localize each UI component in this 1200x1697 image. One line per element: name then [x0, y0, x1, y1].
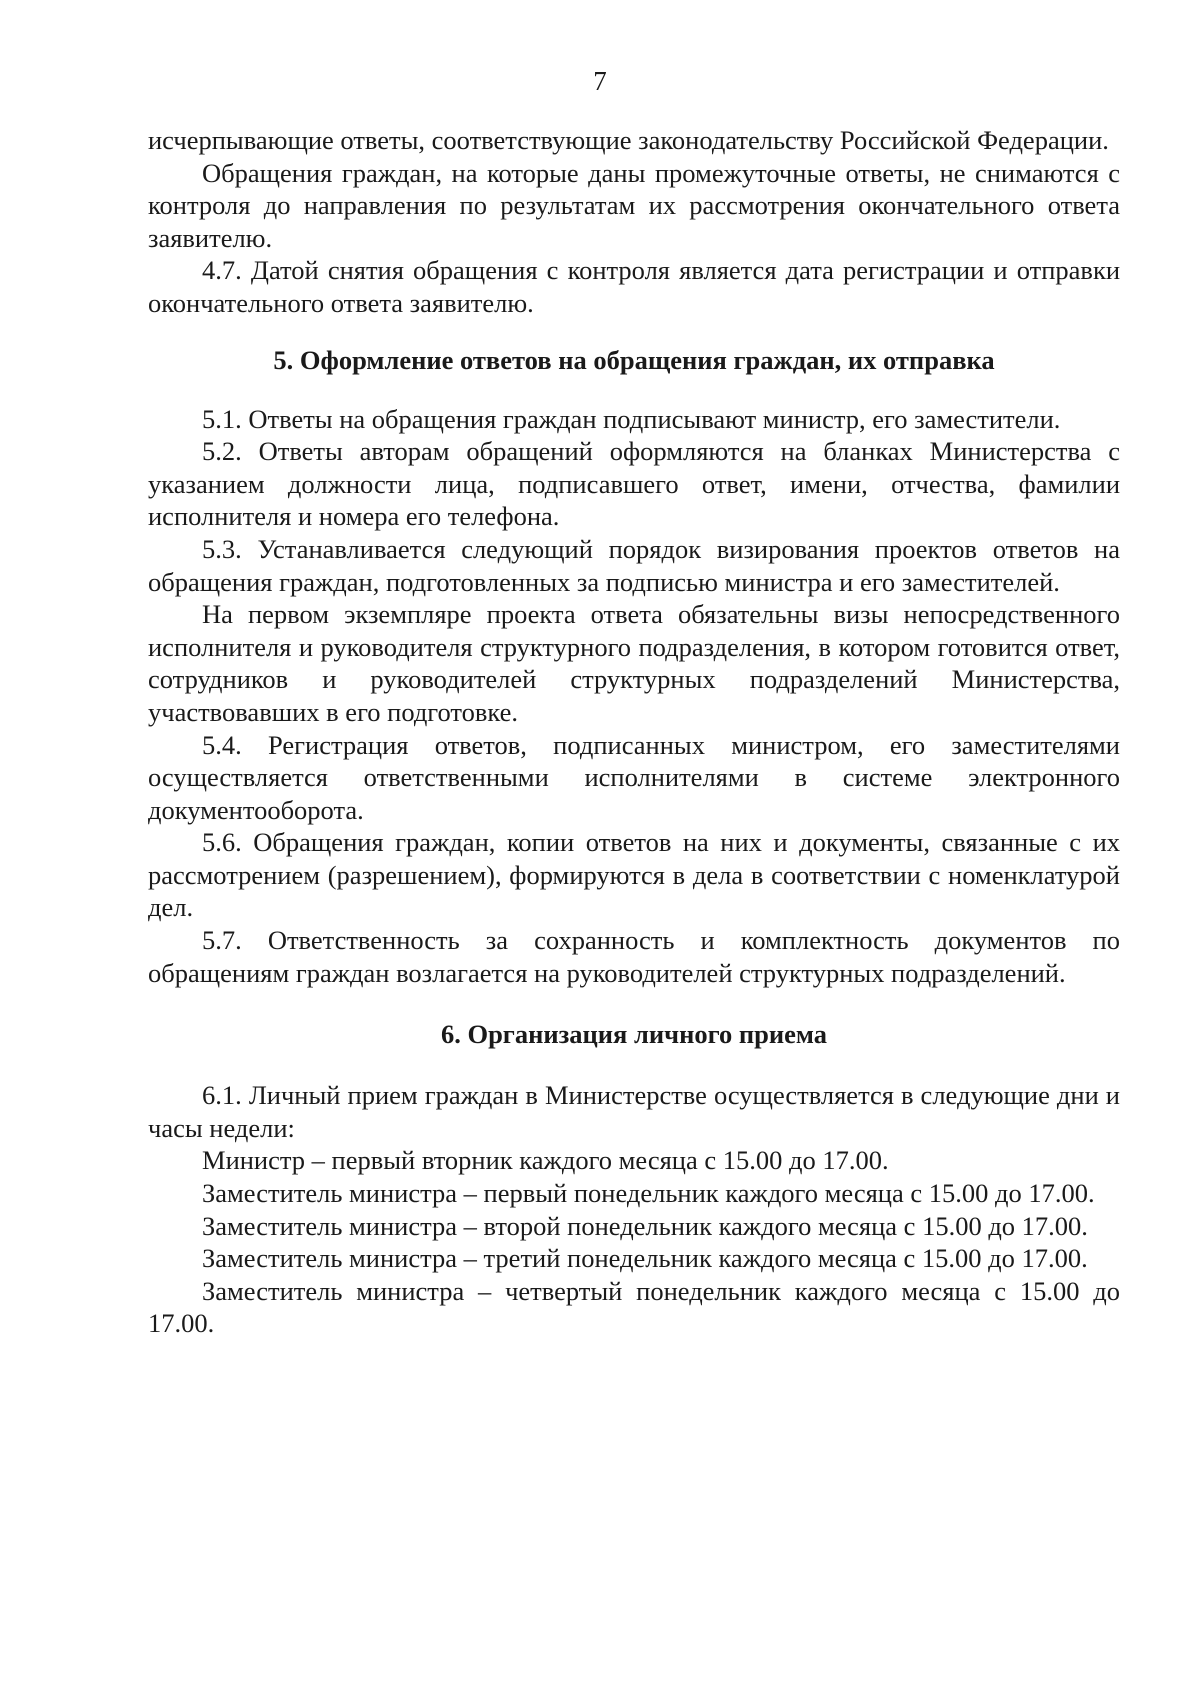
paragraph-6-1: 6.1. Личный прием граждан в Министерстве осуществляется в следующие дни и часы недели:	[148, 1080, 1120, 1143]
paragraph-visas: На первом экземпляре проекта ответа обязательны визы непосредственного исполнителя и руководителя структурного подразделения, в котором готовится ответ, сотрудников и руководителей структурных подразделений Министерства, участвовавших в его подготовке.	[148, 599, 1120, 727]
schedule-deputy-third: Заместитель министра – третий понедельник каждого месяца с 15.00 до 17.00.	[202, 1243, 1088, 1274]
paragraph-5-1: 5.1. Ответы на обращения граждан подписывают министр, его заместители.	[202, 403, 1061, 434]
paragraph-5-4: 5.4. Регистрация ответов, подписанных министром, его заместителями осуществляется ответственными исполнителями в системе электронного документооборота.	[148, 729, 1120, 825]
section-5-heading: 5. Оформление ответов на обращения граждан, их отправка	[273, 344, 995, 375]
section-6-heading: 6. Организация личного приема	[440, 1019, 828, 1050]
paragraph-continuation: исчерпывающие ответы, соответствующие законодательству Российской Федерации.	[148, 125, 1109, 155]
schedule-deputy-second: Заместитель министра – второй понедельник каждого месяца с 15.00 до 17.00.	[202, 1210, 1088, 1241]
schedule-deputy-first: Заместитель министра – первый понедельник каждого месяца с 15.00 до 17.00.	[202, 1178, 1095, 1209]
paragraph-4-7: 4.7. Датой снятия обращения с контроля является дата регистрации и отправки окончательного ответа заявителю.	[148, 255, 1120, 318]
document-body	[148, 124, 1120, 1340]
paragraph-5-3: 5.3. Устанавливается следующий порядок визирования проектов ответов на обращения граждан, подготовленных за подписью министра и его заместителей.	[148, 533, 1120, 597]
schedule-deputy-fourth: Заместитель министра – четвертый понедельник каждого месяца с 15.00 до 17.00.	[148, 1275, 1120, 1339]
paragraph-5-2: 5.2. Ответы авторам обращений оформляются на бланках Министерства с указанием должности лица, подписавшего ответ, имени, отчества, фамилии исполнителя и номера его телефона.	[148, 436, 1120, 532]
paragraph-interim-answers: Обращения граждан, на которые даны промежуточные ответы, не снимаются с контроля до направления по результатам их рассмотрения окончательного ответа заявителю.	[148, 157, 1120, 253]
page-number: 7	[593, 66, 607, 96]
paragraph-5-6: 5.6. Обращения граждан, копии ответов на них и документы, связанные с их рассмотрением (разрешением), формируются в дела в соответствии с номенклатурой дел.	[148, 827, 1120, 923]
schedule-minister: Министр – первый вторник каждого месяца с 15.00 до 17.00.	[202, 1145, 889, 1176]
paragraph-5-7: 5.7. Ответственность за сохранность и комплектность документов по обращениям граждан возлагается на руководителей структурных подразделений.	[148, 925, 1120, 988]
